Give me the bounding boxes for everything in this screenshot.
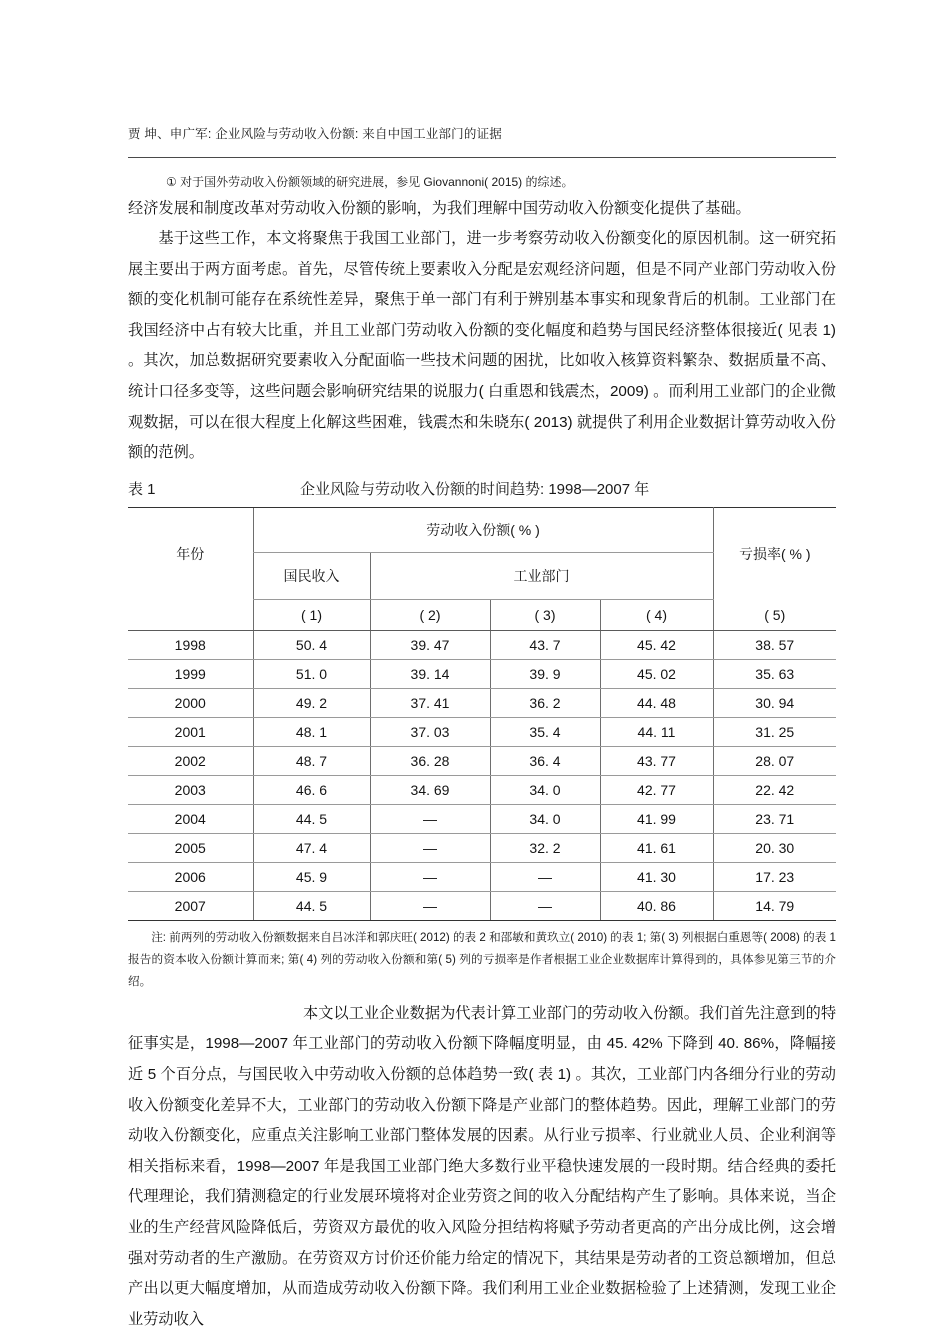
table-cell-c2: — (370, 862, 490, 891)
table-cell-year: 2003 (128, 775, 253, 804)
table-cell-c2: — (370, 833, 490, 862)
table-cell-c4: 44. 11 (600, 717, 713, 746)
table-cell-c4: 45. 42 (600, 630, 713, 659)
table-cell-c1: 50. 4 (253, 630, 370, 659)
table-cell-c2: 39. 14 (370, 659, 490, 688)
header-cell-num-blank (128, 599, 253, 630)
table-cell-c1: 44. 5 (253, 804, 370, 833)
table-row (128, 746, 836, 775)
table-cell-c3: 34. 0 (490, 804, 600, 833)
table-cell-c1: 48. 1 (253, 717, 370, 746)
table-cell-c3: 32. 2 (490, 833, 600, 862)
table-cell-year: 2005 (128, 833, 253, 862)
data-table (128, 507, 836, 921)
table-header-row-1 (128, 507, 836, 552)
table-cell-c1: 45. 9 (253, 862, 370, 891)
header-cell-num-4: ( 4) (600, 599, 713, 630)
table-row (128, 891, 836, 920)
table-cell-year: 2004 (128, 804, 253, 833)
table-cell-c2: 34. 69 (370, 775, 490, 804)
header-cell-num-2: ( 2) (370, 599, 490, 630)
table-row (128, 862, 836, 891)
footnote-top: ① 对于国外劳动收入份额领域的研究进展，参见 Giovannoni( 2015) 的综述。 (166, 174, 574, 189)
table-cell-c2: — (370, 891, 490, 920)
table-cell-year: 1999 (128, 659, 253, 688)
table-cell-c4: 45. 02 (600, 659, 713, 688)
header-cell-national-income: 国民收入 (253, 552, 370, 599)
table-row (128, 630, 836, 659)
header-cell-num-3: ( 3) (490, 599, 600, 630)
header-cell-num-1: ( 1) (253, 599, 370, 630)
table-cell-year: 2002 (128, 746, 253, 775)
table-cell-c5: 30. 94 (713, 688, 836, 717)
table-header (128, 507, 836, 630)
table-cell-c4: 44. 48 (600, 688, 713, 717)
table-cell-c1: 49. 2 (253, 688, 370, 717)
header-cell-year: 年份 (128, 507, 253, 599)
table-cell-year: 2006 (128, 862, 253, 891)
table-cell-c3: — (490, 891, 600, 920)
table-cell-c5: 14. 79 (713, 891, 836, 920)
table-cell-c3: 35. 4 (490, 717, 600, 746)
table-cell-c5: 35. 63 (713, 659, 836, 688)
table-cell-year: 2000 (128, 688, 253, 717)
running-head: 贾 坤、申广军: 企业风险与劳动收入份额: 来自中国工业部门的证据 (128, 127, 502, 141)
table-cell-c2: 36. 28 (370, 746, 490, 775)
table-cell-c2: 39. 47 (370, 630, 490, 659)
running-head-divider (128, 157, 836, 158)
table-row (128, 717, 836, 746)
table-title: 企业风险与劳动收入份额的时间趋势: 1998—2007 年 (300, 480, 650, 498)
body-paragraph-1: 经济发展和制度改革对劳动收入份额的影响，为我们理解中国劳动收入份额变化提供了基础。 (128, 199, 751, 217)
table-cell-c4: 43. 77 (600, 746, 713, 775)
table-cell-c5: 28. 07 (713, 746, 836, 775)
table-cell-c1: 51. 0 (253, 659, 370, 688)
table-cell-c4: 41. 30 (600, 862, 713, 891)
table-cell-year: 1998 (128, 630, 253, 659)
table-cell-c5: 23. 71 (713, 804, 836, 833)
table-row (128, 833, 836, 862)
table-note: 注: 前两列的劳动收入份额数据来自吕冰洋和郭庆旺( 2012) 的表 2 和邵敏和黄玖立( 2010) 的表 1; 第( 3) 列根据白重恩等( 2008) 的表 1 报告的资本收入份额计算而来; 第( 4) 列的劳动收入份额和第( 5) 列的亏损率是作者根据工业企业数据库计算得到的，具体参见第三节的介绍。 (128, 930, 836, 988)
table-cell-c2: 37. 41 (370, 688, 490, 717)
table-cell-c3: 39. 9 (490, 659, 600, 688)
table-cell-c2: — (370, 804, 490, 833)
table-cell-c1: 46. 6 (253, 775, 370, 804)
table-cell-c5: 38. 57 (713, 630, 836, 659)
table-cell-year: 2007 (128, 891, 253, 920)
header-cell-industrial-sector: 工业部门 (370, 552, 713, 599)
table-cell-c3: 34. 0 (490, 775, 600, 804)
table-row (128, 804, 836, 833)
table-header-row-3 (128, 599, 836, 630)
table-cell-c5: 22. 42 (713, 775, 836, 804)
page-content (128, 0, 836, 1335)
body-paragraph-3: 本文以工业企业数据为代表计算工业部门的劳动收入份额。我们首先注意到的特征事实是，1998—2007 年工业部门的劳动收入份额下降幅度明显，由 45. 42% 下降到 40. 86%，降幅接近 5 个百分点，与国民收入中劳动收入份额的总体趋势一致( 表 1) 。其次，工业部门内各细分行业的劳动收入份额变化差异不大，工业部门的劳动收入份额下降是产业部门的整体趋势。因此，理解工业部门的劳动收入份额变化，应重点关注影响工业部门整体发展的因素。从行业亏损率、行业就业人员、企业利润等相关指标来看，1998—2007 年是我国工业部门绝大多数行业平稳快速发展的一段时期。结合经典的委托代理理论，我们猜测稳定的行业发展环境将对企业劳资之间的收入分配结构产生了影响。具体来说，当企业的生产经营风险降低后，劳资双方最优的收入风险分担结构将赋予劳动者更高的产出分成比例，这会增强对劳动者的生产激励。在劳资双方讨价还价能力给定的情况下，其结果是劳动者的工资总额增加，但总产出以更大幅度增加，从而造成劳动收入份额下降。我们利用工业企业数据检验了上述猜测，发现工业企业劳动收入 (128, 1004, 836, 1328)
table-cell-c3: 36. 2 (490, 688, 600, 717)
table-cell-year: 2001 (128, 717, 253, 746)
table-cell-c1: 44. 5 (253, 891, 370, 920)
table-cell-c1: 48. 7 (253, 746, 370, 775)
table-cell-c4: 40. 86 (600, 891, 713, 920)
table-cell-c5: 31. 25 (713, 717, 836, 746)
header-cell-num-5: ( 5) (713, 599, 836, 630)
table-cell-c4: 42. 77 (600, 775, 713, 804)
table-cell-c3: 36. 4 (490, 746, 600, 775)
table-label: 表 1 (128, 480, 156, 498)
table-cell-c4: 41. 99 (600, 804, 713, 833)
table-cell-c2: 37. 03 (370, 717, 490, 746)
table-caption (128, 477, 836, 503)
table-body (128, 630, 836, 920)
table-cell-c3: 43. 7 (490, 630, 600, 659)
table-cell-c4: 41. 61 (600, 833, 713, 862)
table-cell-c5: 20. 30 (713, 833, 836, 862)
table-cell-c1: 47. 4 (253, 833, 370, 862)
header-cell-labor-share-group: 劳动收入份额( % ) (253, 507, 713, 552)
table-row (128, 688, 836, 717)
table-row (128, 659, 836, 688)
table-cell-c3: — (490, 862, 600, 891)
header-cell-loss-rate: 亏损率( % ) (713, 507, 836, 599)
table-row (128, 775, 836, 804)
table-cell-c5: 17. 23 (713, 862, 836, 891)
body-paragraph-2: 基于这些工作，本文将聚焦于我国工业部门，进一步考察劳动收入份额变化的原因机制。这一研究拓展主要出于两方面考虑。首先，尽管传统上要素收入分配是宏观经济问题，但是不同产业部门劳动收入份额的变化机制可能存在系统性差异，聚焦于单一部门有利于辨别基本事实和现象背后的机制。工业部门在我国经济中占有较大比重，并且工业部门劳动收入份额的变化幅度和趋势与国民经济整体很接近( 见表 1) 。其次，加总数据研究要素收入分配面临一些技术问题的困扰，比如收入核算资料繁杂、数据质量不高、统计口径多变等，这些问题会影响研究结果的说服力( 白重恩和钱震杰，2009) 。而利用工业部门的企业微观数据，可以在很大程度上化解这些困难，钱震杰和朱晓东( 2013) 就提供了利用企业数据计算劳动收入份额的范例。 (128, 230, 836, 462)
